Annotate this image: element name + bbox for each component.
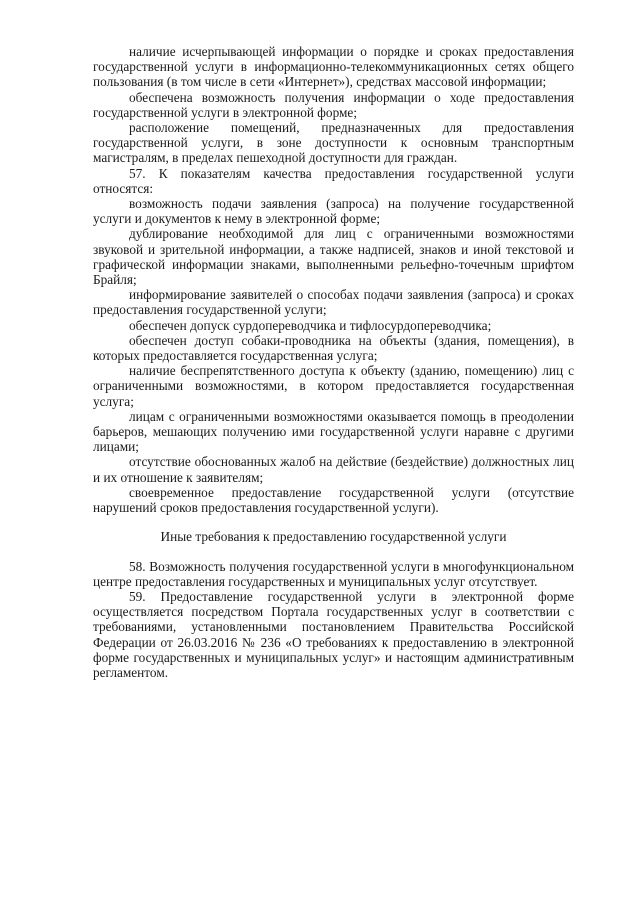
paragraph: обеспечен доступ собаки-проводника на объекты (здания, помещения), в которых предоставляется государственная услуга; [93, 332, 574, 364]
paragraph: 57. К показателям качества предоставления государственной услуги относятся: [93, 165, 574, 196]
paragraph: наличие беспрепятственного доступа к объекту (зданию, помещению) лиц с ограниченными возможностями, в котором предоставляется государственная услуга; [93, 363, 574, 409]
paragraph: расположение помещений, предназначенных для предоставления государственной услуги, в зоне доступности к основным транспортным магистралям, в пределах пешеходной доступности для граждан. [93, 120, 574, 166]
paragraph: своевременное предоставление государственной услуги (отсутствие нарушений сроков предоставления государственной услуги). [93, 484, 574, 516]
paragraph: обеспечена возможность получения информации о ходе предоставления государственной услуги в электронной форме; [93, 89, 574, 120]
section-heading: Иные требования к предоставлению государственной услуги [160, 529, 507, 545]
paragraph: дублирование необходимой для лиц с ограниченными возможностями звуковой и зрительной информации, а также надписей, знаков и иной текстовой и графической информации знаками, выполненными рельефно-точечным шрифтом Брайля; [93, 226, 574, 288]
paragraph: 59. Предоставление государственной услуги в электронной форме осуществляется посредством Портала государственных услуг в соответствии с требованиями, установленными постановлением Правительства Российской Федерации от 26.03.2016 № 236 «О требованиях к предоставлению в электронной форме государственных и муниципальных услуг» и настоящим административным регламентом. [93, 588, 574, 680]
paragraph: отсутствие обоснованных жалоб на действие (бездействие) должностных лиц и их отношение к заявителям; [93, 454, 574, 485]
paragraph: наличие исчерпывающей информации о порядке и сроках предоставления государственной услуги в информационно-телекоммуникационных сетях общего пользования (в том числе в сети «Интернет»), средствах массовой информации; [93, 44, 574, 90]
paragraph: 58. Возможность получения государственной услуги в многофункциональном центре предоставления государственных и муниципальных услуг отсутствует. [93, 558, 574, 589]
paragraph: возможность подачи заявления (запроса) на получение государственной услуги и документов к нему в электронной форме; [93, 196, 574, 227]
paragraph: информирование заявителей о способах подачи заявления (запроса) и сроках предоставления государственной услуги; [93, 287, 574, 318]
document-page [93, 44, 574, 680]
paragraph: обеспечен допуск сурдопереводчика и тифлосурдопереводчика; [129, 317, 492, 333]
paragraph: лицам с ограниченными возможностями оказывается помощь в преодолении барьеров, мешающих получению ими государственной услуги наравне с другими лицами; [93, 408, 574, 455]
